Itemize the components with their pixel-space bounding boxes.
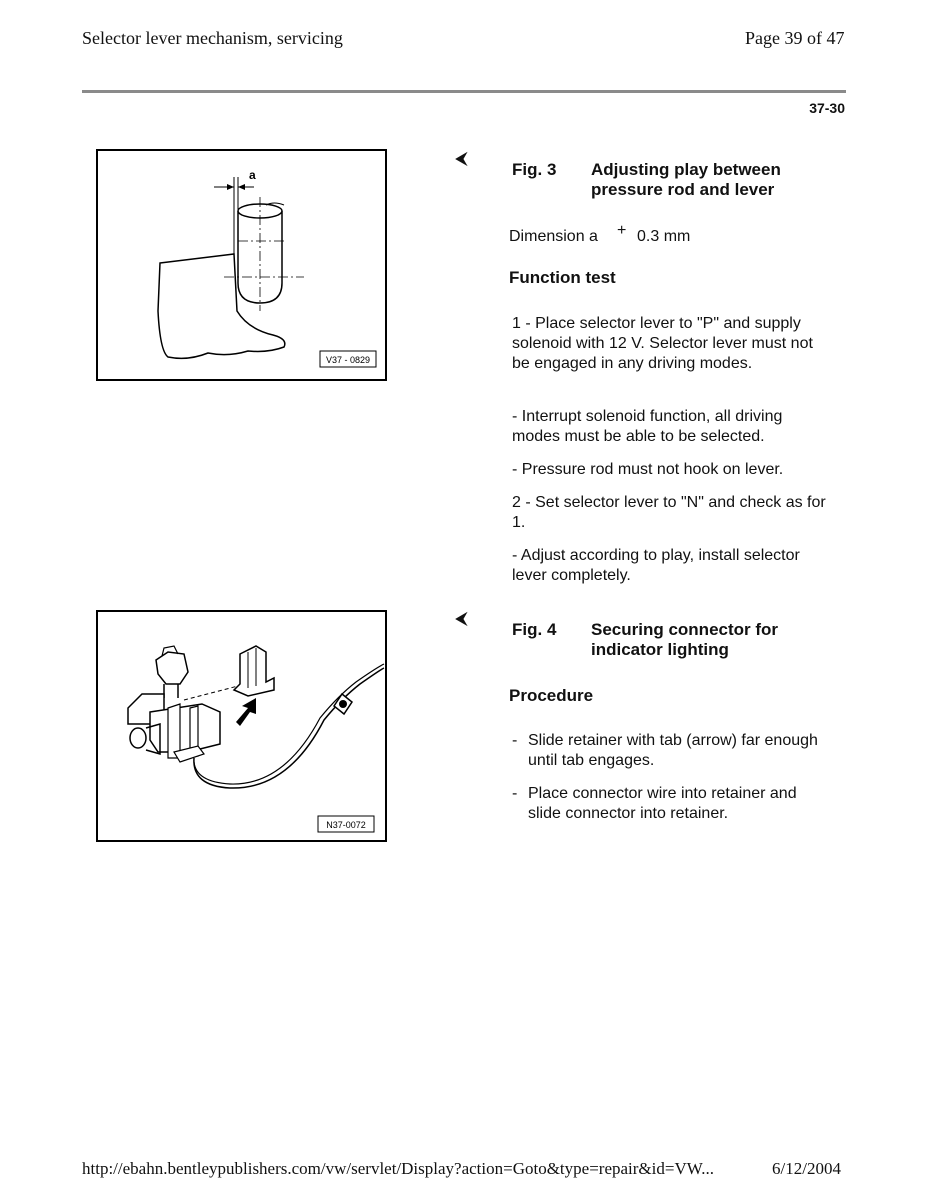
figure-3-illustration (96, 149, 387, 381)
procedure-step (512, 731, 822, 771)
figure-4-code: N37-0072 (326, 820, 366, 830)
connector-retainer-drawing (98, 612, 385, 840)
procedure-step (512, 784, 822, 824)
function-test-step: - Pressure rod must not hook on lever. (512, 461, 784, 478)
figure-3-caption: Adjusting play between pressure rod and lever (591, 160, 781, 199)
plus-tolerance-icon: + (617, 222, 627, 239)
figure-3-code: V37 - 0829 (325, 355, 371, 365)
footer-date: 6/12/2004 (772, 1159, 841, 1178)
function-test-step: 2 - Set selector lever to "N" and check as for 1. (512, 494, 826, 531)
section-code: 37-30 (809, 100, 845, 116)
page-number: Page 39 of 47 (745, 28, 845, 48)
dimension-a-marker: a (249, 168, 256, 182)
document-title: Selector lever mechanism, servicing (82, 28, 343, 48)
arrow-pointer-icon: ⮜ (455, 608, 468, 628)
dimension-value: 0.3 mm (637, 228, 691, 245)
procedure-step-text: Slide retainer with tab (arrow) far enough until tab engages. (528, 732, 818, 769)
figure-4-number: Fig. 4 (512, 620, 557, 639)
function-test-step: - Interrupt solenoid function, all driving modes must be able to be selected. (512, 408, 783, 445)
procedure-heading: Procedure (509, 686, 594, 705)
footer-url[interactable]: http://ebahn.bentleypublishers.com/vw/servlet/Display?action=Goto&type=repair&id=VW... (82, 1159, 714, 1178)
function-test-step: 1 - Place selector lever to "P" and supply solenoid with 12 V. Selector lever must not be engaged in any driving modes. (512, 315, 813, 372)
dash-bullet: - (512, 732, 518, 749)
figure-4-caption: Securing connector for indicator lighting (591, 620, 779, 659)
function-test-step: - Adjust according to play, install selector lever completely. (512, 547, 800, 584)
figure-3-number: Fig. 3 (512, 160, 557, 179)
dimension-label: Dimension a (509, 228, 598, 245)
arrow-pointer-icon: ⮜ (455, 148, 468, 168)
pressure-rod-lever-drawing (98, 151, 385, 379)
procedure-step-text: Place connector wire into retainer and slide connector into retainer. (528, 785, 797, 822)
header-divider (82, 90, 846, 93)
figure-4-illustration (96, 610, 387, 842)
dash-bullet: - (512, 785, 518, 802)
function-test-heading: Function test (509, 268, 616, 287)
